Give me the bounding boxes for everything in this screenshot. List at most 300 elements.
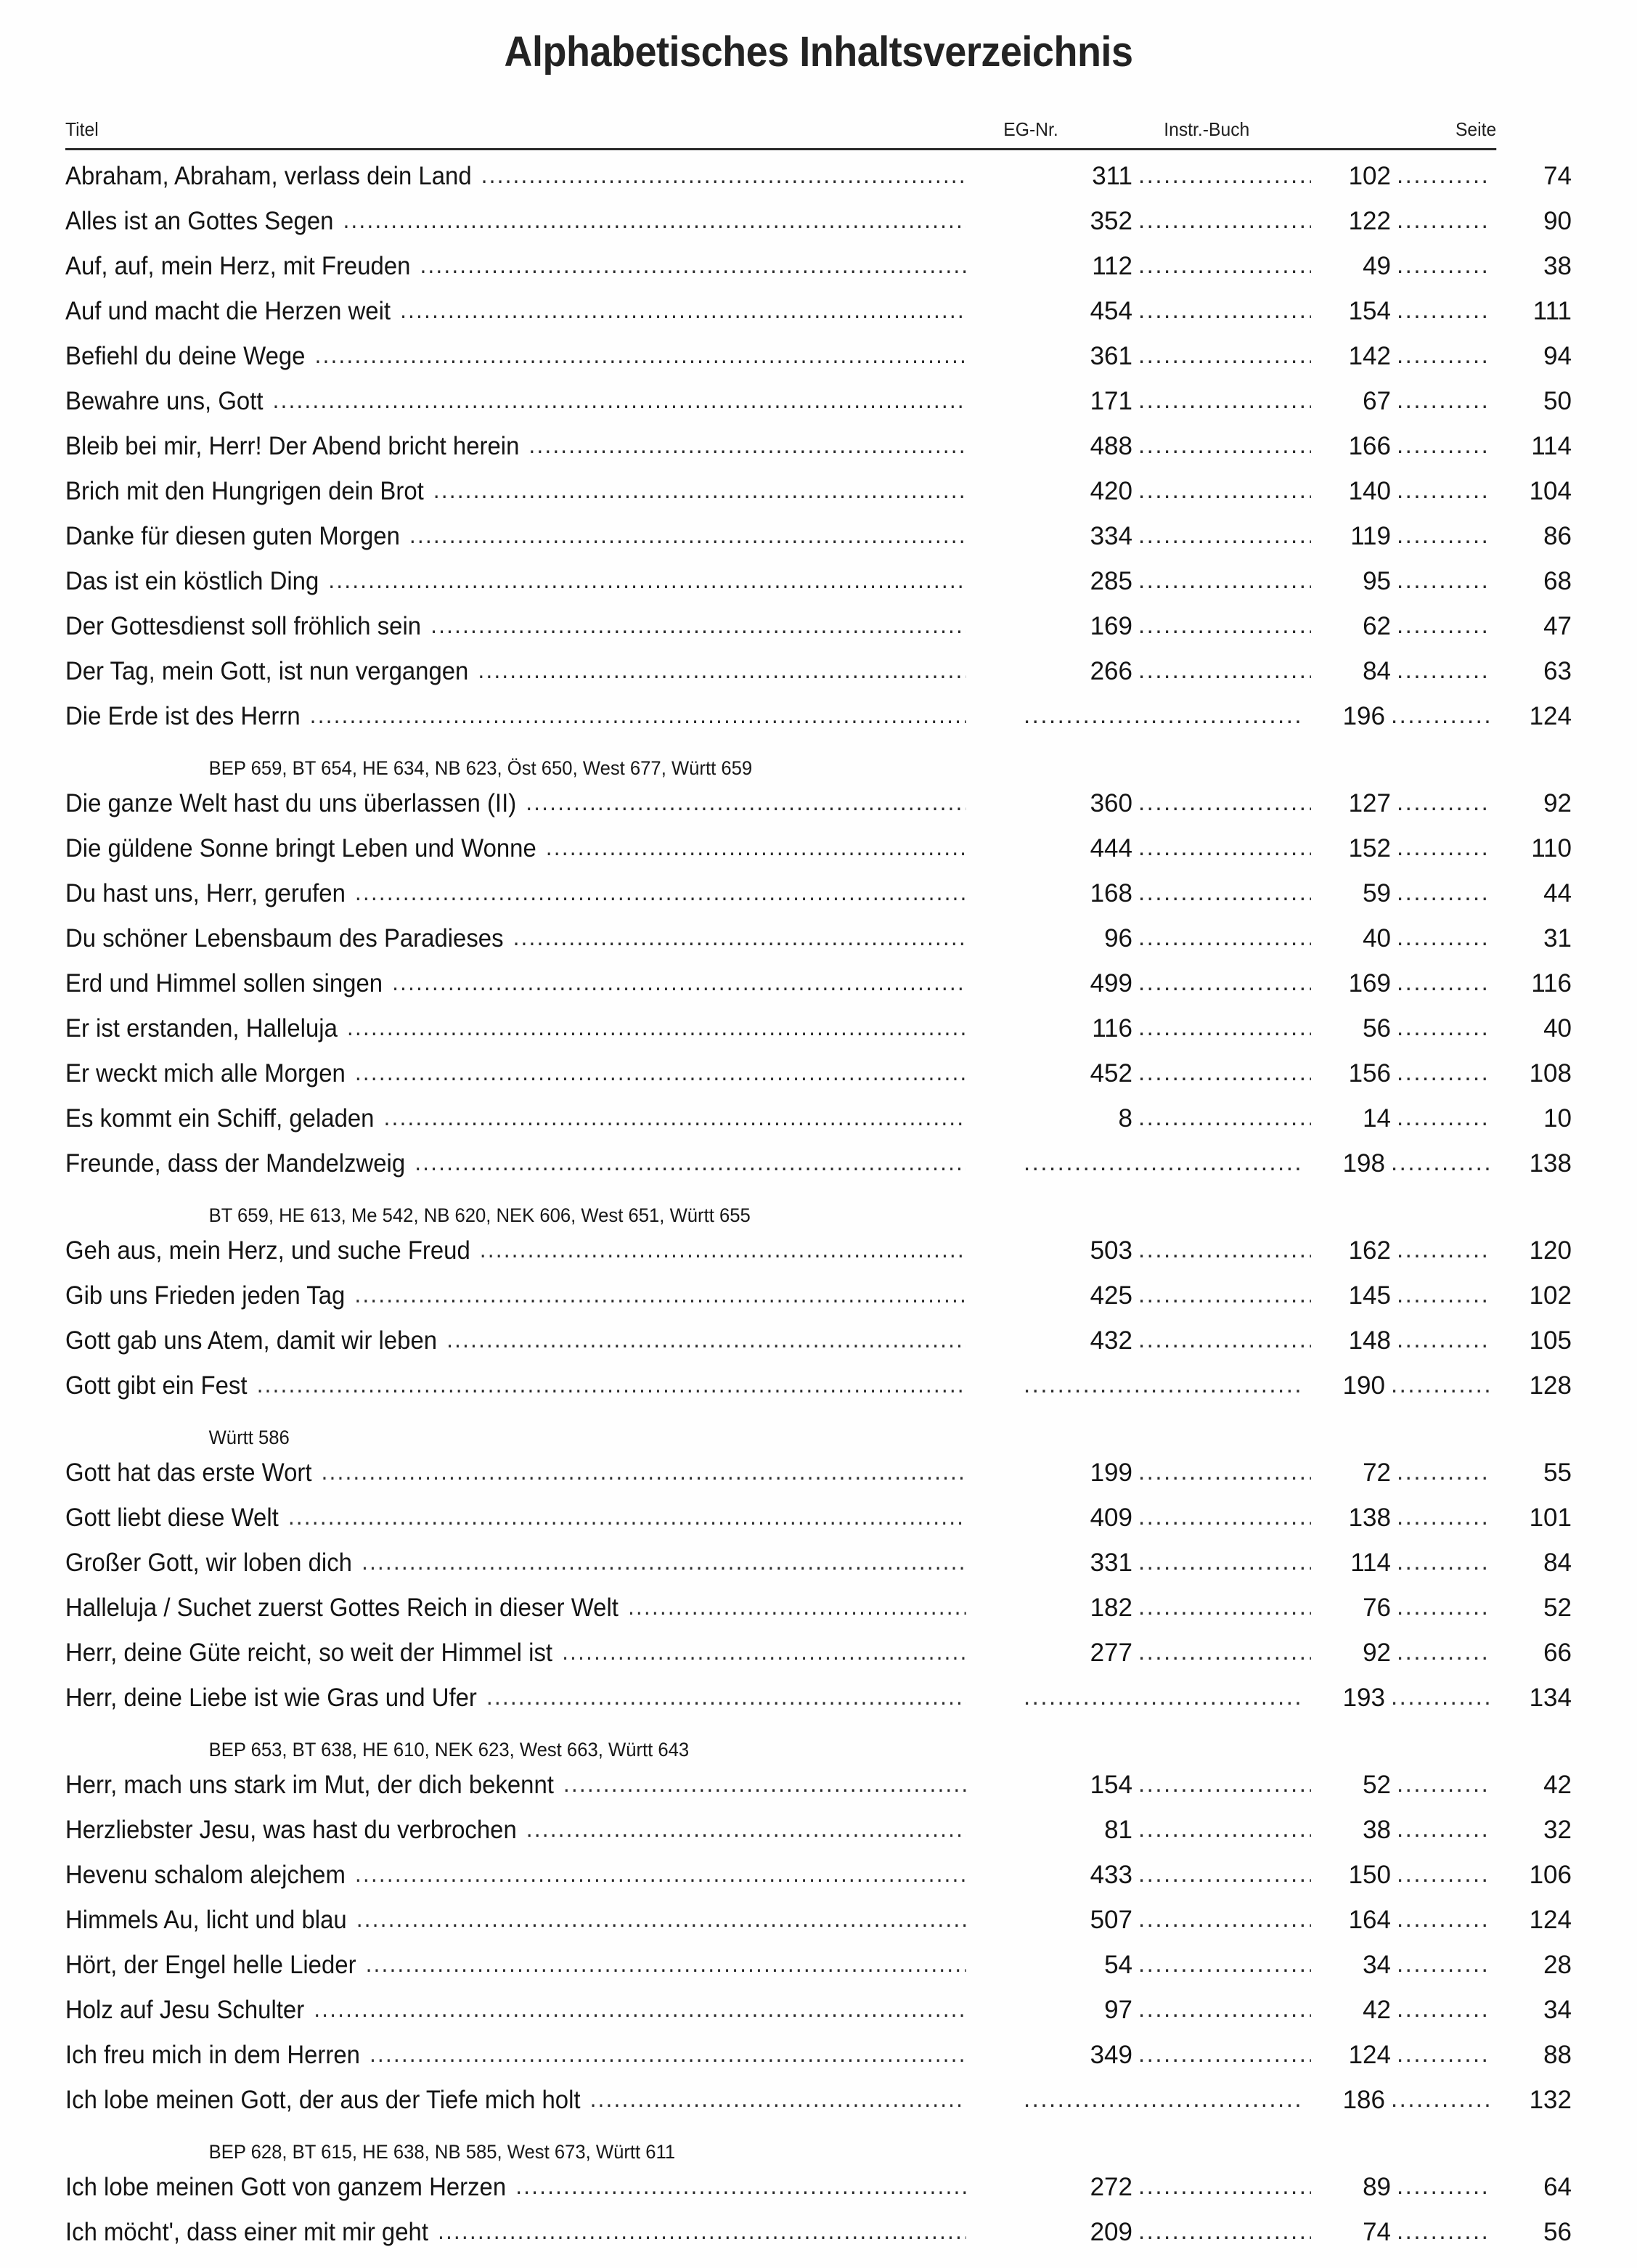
cell-title <box>65 162 966 191</box>
hymn-title-text: Himmels Au, licht und blau <box>65 1906 347 1934</box>
hymn-title-text: Ich möcht', dass einer mit mir geht <box>65 2218 428 2246</box>
cell-eg-nr: 454 <box>1090 297 1132 325</box>
dot-leader <box>1385 2085 1492 2113</box>
dot-leader <box>1391 1013 1492 1041</box>
table-row[interactable] <box>65 1816 1572 1861</box>
dot-leader <box>478 657 966 684</box>
cell-instr-buch: 193 <box>1342 1684 1385 1712</box>
cell-eg-nr: 199 <box>1090 1459 1132 1487</box>
dot-leader <box>1132 296 1311 324</box>
dot-leader <box>1132 1905 1311 1933</box>
table-row[interactable] <box>65 2086 1572 2131</box>
cell-instr-buch: 164 <box>1348 1906 1391 1934</box>
cell-title <box>65 1906 966 1935</box>
dot-leader <box>562 1639 966 1665</box>
cell-seite: 111 <box>1532 297 1572 325</box>
hymn-title-text: Auf, auf, mein Herz, mit Freuden <box>65 252 411 280</box>
cell-instr-buch: 154 <box>1348 297 1391 325</box>
cell-eg-nr: 331 <box>1090 1549 1132 1577</box>
hymn-title-text: Alles ist an Gottes Segen <box>65 207 334 235</box>
cell-title <box>65 1104 966 1133</box>
cell-seite: 64 <box>1543 2173 1572 2201</box>
dot-leader <box>322 1459 966 1485</box>
cell-instr-buch: 114 <box>1350 1549 1391 1577</box>
table-row[interactable] <box>65 207 1572 252</box>
dot-leader <box>1132 431 1311 459</box>
dot-leader <box>1391 2040 1492 2068</box>
cell-eg-nr: 349 <box>1090 2041 1132 2069</box>
cell-instr-buch: 89 <box>1363 2173 1391 2201</box>
cell-instr-buch: 196 <box>1342 702 1385 730</box>
table-row[interactable] <box>65 1326 1572 1371</box>
cell-title <box>65 1816 966 1845</box>
cell-seite: 94 <box>1543 342 1572 370</box>
hymn-title-text: Geh aus, mein Herz, und suche Freud <box>65 1236 470 1265</box>
dot-leader <box>480 1236 966 1263</box>
cell-seite: 32 <box>1543 1816 1572 1844</box>
dot-leader <box>486 1684 966 1710</box>
cell-title <box>65 1371 966 1400</box>
dot-leader <box>1391 2217 1492 2245</box>
dot-leader <box>590 2086 966 2113</box>
hymn-title-text: Es kommt ein Schiff, geladen <box>65 1104 375 1133</box>
table-row[interactable] <box>65 879 1572 924</box>
cell-title <box>65 1684 966 1713</box>
dot-leader <box>1132 788 1311 816</box>
dot-leader <box>1391 1458 1492 1485</box>
table-row[interactable] <box>65 657 1572 702</box>
cell-title <box>65 924 966 953</box>
cell-seite: 84 <box>1543 1549 1572 1577</box>
table-row[interactable] <box>65 702 1572 747</box>
cell-eg-nr: 432 <box>1090 1326 1132 1355</box>
hymn-title-text: Der Gottesdienst soll fröhlich sein <box>65 612 422 640</box>
dot-leader <box>1132 206 1311 234</box>
cell-title <box>65 477 966 506</box>
dot-leader <box>314 1996 966 2023</box>
dot-leader <box>1391 1104 1492 1131</box>
dot-leader <box>1391 1905 1492 1933</box>
cell-eg-nr: 54 <box>1104 1951 1132 1979</box>
hymn-title-text: Herr, deine Liebe ist wie Gras und Ufer <box>65 1684 477 1712</box>
cell-instr-buch: 150 <box>1348 1861 1391 1889</box>
cell-eg-nr: 272 <box>1090 2173 1132 2201</box>
dot-leader <box>563 1771 966 1798</box>
hymn-title-text: Herr, deine Güte reicht, so weit der Himmel ist <box>65 1639 553 1667</box>
dot-leader <box>1132 476 1311 504</box>
hymn-title-text: Die Erde ist des Herrn <box>65 702 301 730</box>
cell-title <box>65 2086 966 2115</box>
dot-leader <box>1391 386 1492 414</box>
cell-seite: 44 <box>1543 879 1572 907</box>
cell-instr-buch: 72 <box>1363 1459 1391 1487</box>
hymn-title-text: Bewahre uns, Gott <box>65 387 264 415</box>
cell-eg-nr: 285 <box>1090 567 1132 595</box>
dot-leader <box>1391 341 1492 369</box>
dot-leader <box>546 834 966 861</box>
dot-leader <box>1391 1770 1492 1798</box>
column-header-titel: Titel <box>65 118 99 140</box>
dot-leader <box>1132 968 1311 996</box>
table-row[interactable] <box>65 162 1572 207</box>
cell-eg-nr: 168 <box>1090 879 1132 907</box>
cell-instr-buch: 74 <box>1363 2218 1391 2246</box>
dot-leader <box>400 297 966 324</box>
cell-seite: 105 <box>1529 1326 1572 1355</box>
table-row[interactable] <box>65 2218 1572 2263</box>
cell-title <box>65 2173 966 2202</box>
table-row[interactable] <box>65 432 1572 477</box>
cell-instr-buch: 198 <box>1342 1149 1385 1178</box>
table-row[interactable] <box>65 1951 1572 1996</box>
table-row[interactable] <box>65 1281 1572 1326</box>
dot-leader <box>366 1951 966 1978</box>
cell-seite: 34 <box>1543 1996 1572 2024</box>
hymn-title-text: Erd und Himmel sollen singen <box>65 969 383 998</box>
cell-instr-buch: 62 <box>1363 612 1391 640</box>
cell-seite: 42 <box>1543 1771 1572 1799</box>
cell-seite: 128 <box>1529 1371 1572 1400</box>
cell-title <box>65 1504 966 1533</box>
hymn-title-text: Gib uns Frieden jeden Tag <box>65 1281 346 1310</box>
cell-title <box>65 1951 966 1980</box>
cell-title <box>65 702 966 731</box>
dot-leader <box>384 1104 966 1131</box>
cell-seite: 68 <box>1543 567 1572 595</box>
cell-seite: 106 <box>1529 1861 1572 1889</box>
hymn-title-text: Brich mit den Hungrigen dein Brot <box>65 477 424 505</box>
table-row[interactable] <box>65 522 1572 567</box>
cell-instr-buch: 148 <box>1348 1326 1391 1355</box>
cell-eg-nr: 488 <box>1090 432 1132 460</box>
index-row-list <box>65 162 1572 2263</box>
dot-leader <box>310 702 966 729</box>
hymnal-reference-note: BT 659, HE 613, Me 542, NB 620, NEK 606, West 651, Württ 655 <box>208 1204 751 1226</box>
dot-leader <box>1391 566 1492 594</box>
hymn-title-text: Die güldene Sonne bringt Leben und Wonne <box>65 834 536 862</box>
dot-leader <box>370 2041 966 2068</box>
dot-leader <box>1391 1950 1492 1978</box>
table-row[interactable] <box>65 1059 1572 1104</box>
dot-leader <box>1391 1236 1492 1263</box>
hymn-title-text: Der Tag, mein Gott, ist nun vergangen <box>65 657 469 685</box>
dot-leader <box>362 1549 966 1575</box>
cell-instr-buch: 140 <box>1348 477 1391 505</box>
cell-instr-buch: 40 <box>1363 924 1391 953</box>
cell-eg-nr: 420 <box>1090 477 1132 505</box>
cell-title <box>65 879 966 908</box>
cell-title <box>65 297 966 326</box>
dot-leader <box>481 162 966 189</box>
dot-leader <box>257 1371 966 1398</box>
table-row[interactable] <box>65 924 1572 969</box>
cell-eg-nr: 209 <box>1090 2218 1132 2246</box>
hymn-title-text: Auf und macht die Herzen weit <box>65 297 391 325</box>
hymn-title-text: Hevenu schalom alejchem <box>65 1861 346 1889</box>
cell-eg-nr: 182 <box>1090 1594 1132 1622</box>
cell-instr-buch: 67 <box>1363 387 1391 415</box>
cell-instr-buch: 14 <box>1363 1104 1391 1133</box>
cell-eg-nr: 116 <box>1092 1014 1132 1043</box>
table-row[interactable] <box>65 834 1572 879</box>
cell-eg-nr: 8 <box>1118 1104 1132 1133</box>
table-row[interactable] <box>65 387 1572 432</box>
dot-leader <box>1132 521 1311 549</box>
cell-instr-buch: 169 <box>1348 969 1391 998</box>
dot-leader <box>1132 2217 1311 2245</box>
cell-title <box>65 1236 966 1265</box>
cell-eg-nr: 433 <box>1090 1861 1132 1889</box>
cell-title <box>65 1771 966 1800</box>
hymnal-reference-note: BEP 659, BT 654, HE 634, NB 623, Öst 650, West 677, Württ 659 <box>208 756 753 779</box>
cell-seite: 63 <box>1543 657 1572 685</box>
cell-title <box>65 834 966 863</box>
dot-leader <box>1132 833 1311 861</box>
table-row[interactable] <box>65 1906 1572 1951</box>
table-row[interactable] <box>65 969 1572 1014</box>
cell-seite: 120 <box>1529 1236 1572 1265</box>
dot-leader <box>1391 251 1492 279</box>
hymn-title-text: Bleib bei mir, Herr! Der Abend bricht herein <box>65 432 520 460</box>
table-row[interactable] <box>65 1459 1572 1504</box>
dot-leader <box>430 612 966 639</box>
dot-leader <box>355 1059 966 1086</box>
cell-eg-nr: 81 <box>1104 1816 1132 1844</box>
table-row[interactable] <box>65 567 1572 612</box>
hymn-title-text: Freunde, dass der Mandelzweig <box>65 1149 406 1178</box>
cell-eg-nr: 154 <box>1090 1771 1132 1799</box>
dot-leader <box>529 432 966 459</box>
cell-seite: 88 <box>1543 2041 1572 2069</box>
dot-leader <box>409 522 966 549</box>
dot-leader <box>1391 1281 1492 1308</box>
cell-eg-nr: 452 <box>1090 1059 1132 1088</box>
cell-instr-buch: 59 <box>1363 879 1391 907</box>
table-row[interactable] <box>65 252 1572 297</box>
dot-leader <box>1132 341 1311 369</box>
dot-leader <box>343 207 966 234</box>
dot-leader <box>1391 476 1492 504</box>
cell-seite: 104 <box>1529 477 1572 505</box>
dot-leader <box>526 789 966 816</box>
dot-leader <box>1391 1548 1492 1575</box>
cell-title <box>65 567 966 596</box>
table-row[interactable] <box>65 1504 1572 1549</box>
dot-leader <box>1391 1503 1492 1530</box>
cell-seite: 134 <box>1529 1684 1572 1712</box>
cell-seite: 47 <box>1543 612 1572 640</box>
cell-eg-nr: 499 <box>1090 969 1132 998</box>
dot-leader <box>1385 701 1492 729</box>
cell-instr-buch: 76 <box>1363 1594 1391 1622</box>
cell-instr-buch: 162 <box>1348 1236 1391 1265</box>
dot-leader <box>1132 251 1311 279</box>
table-row[interactable] <box>65 612 1572 657</box>
dot-leader <box>1391 1860 1492 1888</box>
cell-instr-buch: 145 <box>1348 1281 1391 1310</box>
table-row[interactable] <box>65 297 1572 342</box>
cell-seite: 55 <box>1543 1459 1572 1487</box>
cell-eg-nr: 96 <box>1104 924 1132 953</box>
hymn-title-text: Du hast uns, Herr, gerufen <box>65 879 346 907</box>
table-row[interactable] <box>65 1996 1572 2041</box>
hymn-title-text: Er ist erstanden, Halleluja <box>65 1014 338 1043</box>
dot-leader <box>347 1014 966 1041</box>
dot-leader <box>1132 1770 1311 1798</box>
cell-instr-buch: 56 <box>1363 1014 1391 1043</box>
cell-eg-nr: 361 <box>1090 342 1132 370</box>
table-row[interactable] <box>65 1771 1572 1816</box>
hymn-title-text: Danke für diesen guten Morgen <box>65 522 400 550</box>
dot-leader <box>1385 1149 1492 1176</box>
dot-leader <box>513 924 966 951</box>
dot-leader <box>415 1149 966 1176</box>
hymn-title-text: Befiehl du deine Wege <box>65 342 306 370</box>
dot-leader <box>515 2173 966 2200</box>
cell-eg-nr: 334 <box>1090 522 1132 550</box>
dot-leader <box>315 342 966 369</box>
dot-leader <box>1132 2172 1311 2200</box>
cell-instr-buch: 186 <box>1342 2086 1385 2114</box>
cell-title <box>65 252 966 281</box>
cell-title <box>65 657 966 686</box>
hymn-title-text: Gott gibt ein Fest <box>65 1371 248 1400</box>
dot-leader <box>1391 923 1492 951</box>
dot-leader <box>1391 656 1492 684</box>
cell-title <box>65 969 966 998</box>
cell-eg-nr: 507 <box>1090 1906 1132 1934</box>
cell-seite: 101 <box>1529 1504 1572 1532</box>
hymn-title-text: Halleluja / Suchet zuerst Gottes Reich in dieser Welt <box>65 1594 619 1622</box>
dot-leader <box>1132 1326 1311 1353</box>
table-row[interactable] <box>65 789 1572 834</box>
dot-leader <box>1391 1995 1492 2023</box>
cell-eg-nr: 266 <box>1090 657 1132 685</box>
cell-title <box>65 1281 966 1310</box>
cell-eg-nr: 352 <box>1090 207 1132 235</box>
cell-title <box>65 2041 966 2070</box>
cell-seite: 52 <box>1543 1594 1572 1622</box>
cell-title <box>65 1594 966 1623</box>
cell-instr-buch: 122 <box>1348 207 1391 235</box>
table-row[interactable] <box>65 1639 1572 1684</box>
cell-instr-buch: 127 <box>1348 789 1391 817</box>
dot-leader <box>1391 1058 1492 1086</box>
dot-leader <box>1132 611 1311 639</box>
dot-leader <box>1385 1371 1492 1398</box>
hymn-title-text: Die ganze Welt hast du uns überlassen (II) <box>65 789 517 817</box>
cell-eg-nr: 97 <box>1104 1996 1132 2024</box>
cell-instr-buch: 92 <box>1363 1639 1391 1667</box>
dot-leader <box>1132 1995 1311 2023</box>
table-row[interactable] <box>65 477 1572 522</box>
cell-title <box>65 1639 966 1668</box>
dot-leader <box>1391 1638 1492 1665</box>
column-header-instr-buch: Instr.-Buch <box>1164 118 1250 140</box>
cell-instr-buch: 119 <box>1350 522 1391 550</box>
dot-leader <box>1132 1815 1311 1843</box>
cell-eg-nr: 169 <box>1090 612 1132 640</box>
cell-seite: 110 <box>1531 834 1572 862</box>
cell-seite: 31 <box>1543 924 1572 953</box>
table-row[interactable] <box>65 1861 1572 1906</box>
cell-seite: 38 <box>1543 252 1572 280</box>
dot-leader <box>392 969 966 996</box>
cell-title <box>65 1861 966 1890</box>
cell-instr-buch: 138 <box>1348 1504 1391 1532</box>
cell-instr-buch: 102 <box>1348 162 1391 190</box>
cell-instr-buch: 52 <box>1363 1771 1391 1799</box>
dot-leader <box>1024 1371 1305 1398</box>
cell-eg-nr: 409 <box>1090 1504 1132 1532</box>
column-header-eg-nr: EG-Nr. <box>1003 118 1058 140</box>
cell-seite: 66 <box>1543 1639 1572 1667</box>
dot-leader <box>1024 1149 1305 1176</box>
cell-eg-nr: 277 <box>1090 1639 1132 1667</box>
table-row[interactable] <box>65 1684 1572 1729</box>
cell-eg-nr: 444 <box>1090 834 1132 862</box>
dot-leader <box>1132 2040 1311 2068</box>
cell-eg-nr: 503 <box>1090 1236 1132 1265</box>
cell-instr-buch: 124 <box>1348 2041 1391 2069</box>
dot-leader <box>1132 878 1311 906</box>
hymnal-reference-note: BEP 628, BT 615, HE 638, NB 585, West 673, Württ 611 <box>208 2140 676 2163</box>
table-row[interactable] <box>65 1149 1572 1194</box>
hymn-title-text: Du schöner Lebensbaum des Paradieses <box>65 924 504 953</box>
dot-leader <box>1132 1013 1311 1041</box>
hymn-title-text: Gott hat das erste Wort <box>65 1459 312 1487</box>
hymn-title-text: Ich lobe meinen Gott von ganzem Herzen <box>65 2173 507 2201</box>
cell-title <box>65 2218 966 2247</box>
dot-leader <box>1132 161 1311 189</box>
table-row[interactable] <box>65 1014 1572 1059</box>
dot-leader <box>1132 566 1311 594</box>
table-row[interactable] <box>65 1594 1572 1639</box>
table-row[interactable] <box>65 1371 1572 1416</box>
cell-seite: 10 <box>1543 1104 1572 1133</box>
dot-leader <box>1391 833 1492 861</box>
cell-instr-buch: 190 <box>1342 1371 1385 1400</box>
hymn-title-text: Herr, mach uns stark im Mut, der dich bekennt <box>65 1771 554 1799</box>
cell-title <box>65 1149 966 1178</box>
cell-seite: 132 <box>1529 2086 1572 2114</box>
dot-leader <box>628 1594 966 1620</box>
dot-leader <box>1132 386 1311 414</box>
table-row[interactable] <box>65 1104 1572 1149</box>
dot-leader <box>355 1861 966 1888</box>
hymn-title-text: Gott liebt diese Welt <box>65 1504 279 1532</box>
dot-leader <box>273 387 966 414</box>
dot-leader <box>1391 611 1492 639</box>
cell-seite: 124 <box>1529 702 1572 730</box>
table-row[interactable] <box>65 1236 1572 1281</box>
table-row[interactable] <box>65 1549 1572 1594</box>
dot-leader <box>1132 1503 1311 1530</box>
hymn-title-text: Ich lobe meinen Gott, der aus der Tiefe mich holt <box>65 2086 581 2114</box>
cell-title <box>65 1014 966 1043</box>
table-row[interactable] <box>65 2173 1572 2218</box>
dot-leader <box>1391 968 1492 996</box>
hymn-title-text: Holz auf Jesu Schulter <box>65 1996 305 2024</box>
dot-leader <box>1132 1104 1311 1131</box>
dot-leader <box>354 1281 966 1308</box>
dot-leader <box>1391 1326 1492 1353</box>
table-row[interactable] <box>65 342 1572 387</box>
cell-seite: 74 <box>1543 162 1572 190</box>
table-row[interactable] <box>65 2041 1572 2086</box>
dot-leader <box>1132 1236 1311 1263</box>
dot-leader <box>1391 206 1492 234</box>
